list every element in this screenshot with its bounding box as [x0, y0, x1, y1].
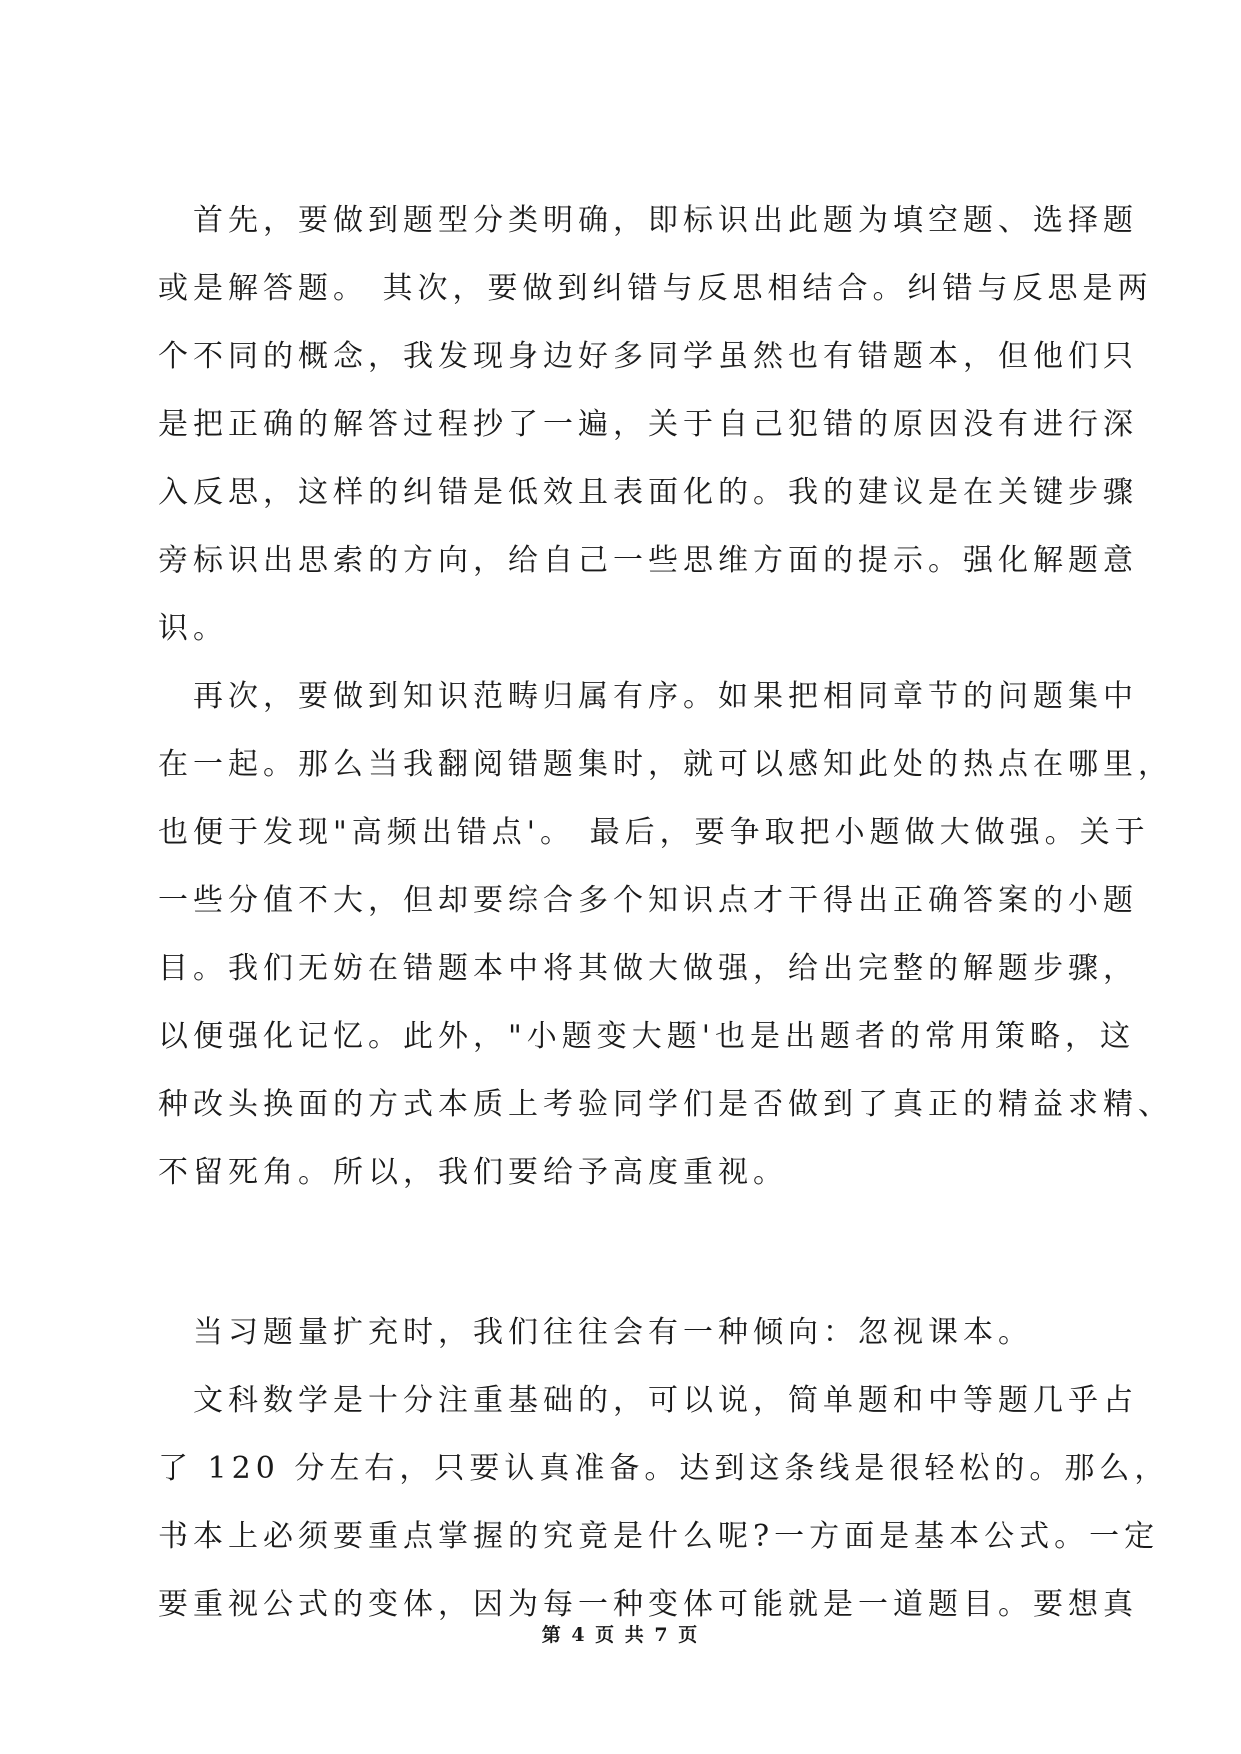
text-line: 要重视公式的变体，因为每一种变体可能就是一道题目。要想真 — [158, 1587, 1138, 1622]
text-line: 一些分值不大，但却要综合多个知识点才干得出正确答案的小题 — [158, 883, 1138, 918]
text-line: 不留死角。所以，我们要给予高度重视。 — [158, 1155, 788, 1190]
text-line: 也便于发现"高频出错点'。 最后，要争取把小题做大做强。关于 — [158, 815, 1150, 850]
text-line: 目。我们无妨在错题本中将其做大做强，给出完整的解题步骤， — [158, 951, 1138, 986]
text-line: 书本上必须要重点掌握的究竟是什么呢?一方面是基本公式。一定 — [158, 1519, 1160, 1554]
text-line: 识。 — [158, 611, 228, 646]
text-line: 文科数学是十分注重基础的，可以说，简单题和中等题几乎占 — [158, 1383, 1138, 1418]
text-line: 以便强化记忆。此外，"小题变大题'也是出题者的常用策略，这 — [158, 1019, 1136, 1054]
text-line: 或是解答题。 其次，要做到纠错与反思相结合。纠错与反思是两 — [158, 271, 1153, 306]
text-line: 个不同的概念，我发现身边好多同学虽然也有错题本，但他们只 — [158, 339, 1138, 374]
text-line: 是把正确的解答过程抄了一遍，关于自己犯错的原因没有进行深 — [158, 407, 1138, 442]
body-text — [158, 187, 1173, 1639]
text-line: 再次，要做到知识范畴归属有序。如果把相同章节的问题集中 — [158, 679, 1138, 714]
text-line: 入反思，这样的纠错是低效且表面化的。我的建议是在关键步骤 — [158, 475, 1138, 510]
page-number-label: 第 4 页 共 7 页 — [541, 1624, 700, 1646]
text-line: 首先，要做到题型分类明确，即标识出此题为填空题、选择题 — [158, 203, 1138, 238]
text-line: 种改头换面的方式本质上考验同学们是否做到了真正的精益求精、 — [158, 1087, 1173, 1122]
text-line: 了 120 分左右，只要认真准备。达到这条线是很轻松的。那么， — [158, 1451, 1170, 1486]
paragraph-gap — [158, 1207, 1083, 1299]
text-line: 旁标识出思索的方向，给自己一些思维方面的提示。强化解题意 — [158, 543, 1138, 578]
text-line: 当习题量扩充时，我们往往会有一种倾向：忽视课本。 — [158, 1315, 1033, 1350]
page-footer — [0, 1620, 1241, 1647]
text-line: 在一起。那么当我翻阅错题集时，就可以感知此处的热点在哪里， — [158, 747, 1173, 782]
